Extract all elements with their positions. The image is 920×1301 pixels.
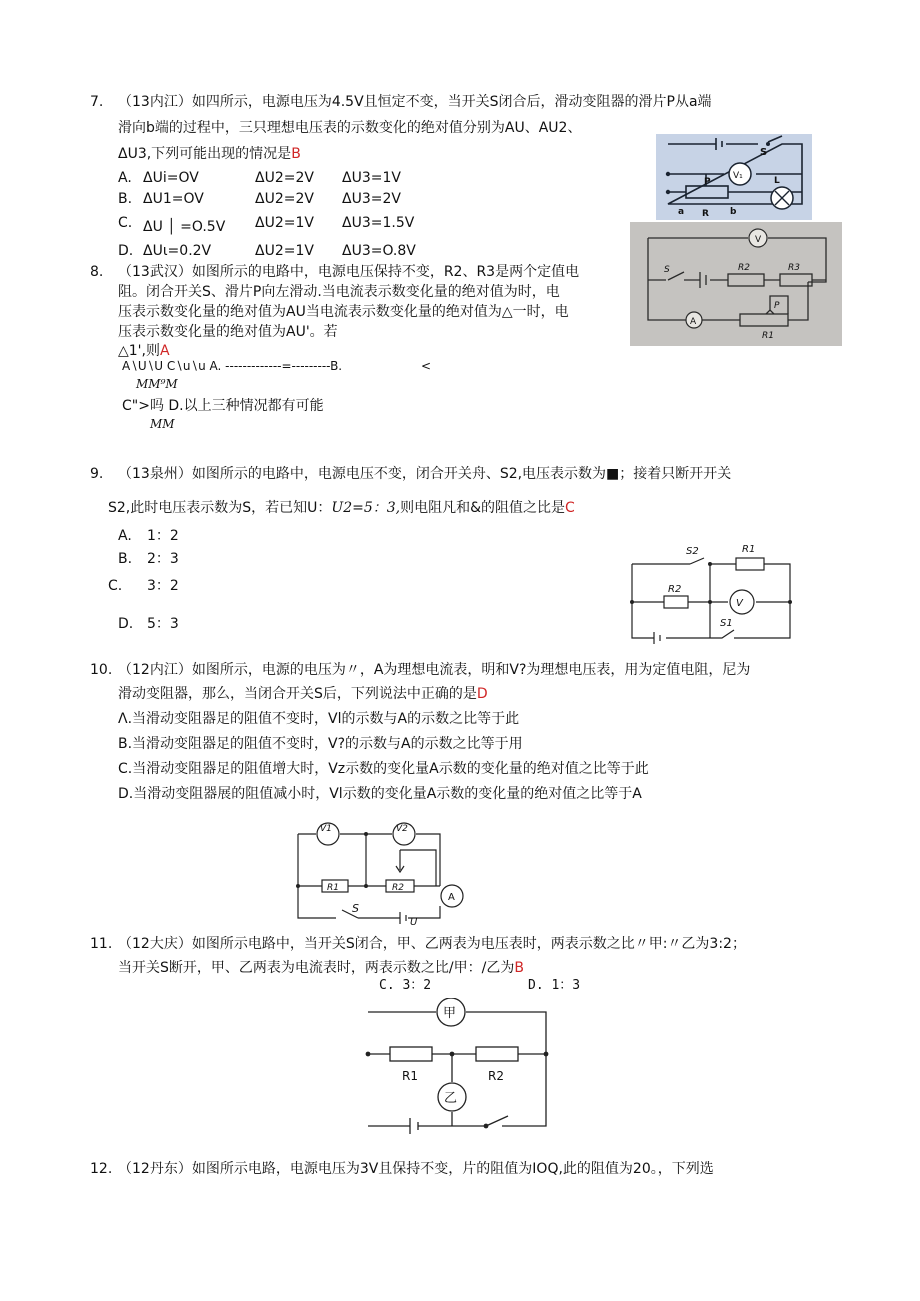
q10-fig-r2-label: R2	[392, 883, 404, 893]
q10-option-c: C.当滑动变阻器足的阻值增大时，Vz示数的变化量A示数的变化量的绝对值之比等于此	[118, 761, 649, 777]
q11-fig-jia-label: 甲	[443, 1006, 457, 1021]
q9-stem-line2-part2: U2=5：3,	[331, 500, 401, 516]
q8-garbled-line7: MM⁹M	[136, 377, 178, 391]
q7-stem-line2: 滑向b端的过程中，三只理想电压表的示数变化的绝对值分别为AU、AU2、	[118, 120, 582, 136]
q12-stem-line1: （12丹东）如图所示电路，电源电压为3V且保持不变，片的阻值为IOQ,此的阻值为20。，下列选	[118, 1161, 714, 1177]
q11-answer: B	[514, 960, 524, 976]
q8-circuit-figure	[630, 222, 842, 346]
q7-option-c-c1: ΔU │ =O.5V	[143, 219, 226, 235]
q11-option-c: C. 3：2	[379, 978, 432, 993]
q11-stem-line1: （12大庆）如图所示电路中，当开关S闭合，甲、乙两表为电压表时，两表示数之比〃甲:〃乙为3:2；	[118, 936, 746, 952]
q11-fig-r2-label: R2	[488, 1069, 504, 1083]
q7-option-c-c2: ΔU2=1V	[255, 215, 314, 231]
q7-option-a-c3: ΔU3=1V	[342, 170, 401, 186]
q8-answer: A	[159, 343, 170, 359]
q7-option-a-c2: ΔU2=2V	[255, 170, 314, 186]
q11-number: 11.	[90, 936, 113, 952]
q7-answer: B	[291, 146, 301, 162]
q10-fig-v1-label: V1	[320, 824, 332, 834]
q7-stem-line3	[118, 144, 301, 164]
q10-option-a: Λ.当滑动变阻器足的阻值不变时，Vl的示数与A的示数之比等于此	[118, 711, 520, 727]
q7-option-a-c1: ΔUi=OV	[143, 170, 199, 186]
q8-fig-r1-label: R1	[762, 331, 774, 341]
q10-stem-line1: （12内江）如图所示，电源的电压为〃，A为理想电流表，明和V?为理想电压表，用为定值电阻，尼为	[118, 662, 751, 678]
q7-option-d-c1: ΔUι=0.2V	[143, 243, 212, 259]
q11-stem-line2-text: 当开关S断开，甲、乙两表为电流表时，两表示数之比/甲：/乙为	[118, 960, 515, 976]
q8-stem-line3: 压表示数变化量的绝对值为AU当电流表示数变化量的绝对值为△一时，电	[118, 304, 569, 320]
q9-stem-line2-part3: 则电阻凡和&的阻值之比是	[400, 500, 566, 516]
q12-number: 12.	[90, 1161, 113, 1177]
q7-option-c-label: C.	[118, 215, 133, 231]
q9-stem-line2	[108, 498, 575, 518]
q7-option-b-c2: ΔU2=2V	[255, 191, 314, 207]
q10-circuit-figure	[292, 814, 464, 926]
q8-fig-r2-label: R2	[738, 263, 750, 273]
q7-fig-b-label: b	[730, 207, 737, 217]
q7-option-b-label: B.	[118, 191, 133, 207]
q10-fig-r1-label: R1	[327, 883, 339, 893]
q8-fig-r3-label: R3	[788, 263, 800, 273]
q7-fig-v-label: V₁	[733, 171, 743, 181]
q9-option-c-text: 3：2	[147, 578, 179, 594]
q9-fig-s1-label: S1	[720, 618, 733, 629]
q9-option-b-text: 2：3	[147, 551, 179, 567]
q7-option-d-label: D.	[118, 243, 134, 259]
q7-circuit-figure	[656, 134, 812, 220]
q9-option-c-label: C.	[108, 578, 123, 594]
q11-fig-yi-label: 乙	[444, 1091, 458, 1106]
q8-fig-s-label: S	[664, 265, 670, 275]
q9-answer: C	[565, 500, 575, 516]
q7-option-c-c3: ΔU3=1.5V	[342, 215, 415, 231]
q9-option-a-label: A.	[118, 528, 132, 544]
q9-fig-r1-label: R1	[742, 544, 756, 555]
q10-fig-u-label: U	[410, 917, 418, 926]
q10-answer: D	[476, 686, 488, 702]
q9-stem-line1: （13泉州）如图所示的电路中，电源电压不变，闭合开关舟、S2,电压表示数为■；接着只断开开关	[118, 466, 732, 482]
q9-option-d-text: 5：3	[147, 616, 179, 632]
q8-stem-line5-text: △1',则	[118, 343, 160, 359]
q11-fig-r1-label: R1	[402, 1069, 418, 1083]
q10-fig-v2-label: V2	[396, 824, 408, 834]
q8-fig-v-label: V	[755, 235, 762, 245]
q8-number: 8.	[90, 264, 104, 280]
q8-garbled-line6b: <	[421, 359, 432, 373]
q7-option-d-c3: ΔU3=O.8V	[342, 243, 416, 259]
q7-fig-r-label: R	[702, 209, 709, 219]
q10-option-b: B.当滑动变阻器足的阻值不变时，V?的示数与A的示数之比等于用	[118, 736, 523, 752]
q9-option-d-label: D.	[118, 616, 134, 632]
q11-circuit-figure	[362, 998, 552, 1140]
q10-fig-a-label: A	[448, 892, 455, 903]
q11-stem-line2	[118, 958, 524, 978]
q7-option-d-c2: ΔU2=1V	[255, 243, 314, 259]
q9-circuit-figure	[626, 538, 798, 646]
q8-garbled-line6: A∖U∖U C∖u∖u A. -------------=---------B.	[122, 359, 343, 373]
q7-option-b-c3: ΔU3=2V	[342, 191, 401, 207]
q8-garbled-line9: MM	[150, 417, 175, 431]
q8-stem-line2: 阻。闭合开关S、滑片P向左滑动.当电流表示数变化量的绝对值为时，电	[118, 284, 560, 300]
q8-option-cd: C">吗 D.以上三种情况都有可能	[122, 398, 324, 414]
q7-fig-s-label: S	[760, 147, 768, 158]
q8-fig-a-label: A	[690, 317, 697, 327]
q7-fig-a-label: a	[678, 207, 685, 217]
q9-option-a-text: 1：2	[147, 528, 179, 544]
q10-stem-line2-text: 滑动变阻器，那么，当闭合开关S后，下列说法中正确的是	[118, 686, 477, 702]
q11-option-d: D. 1：3	[528, 978, 581, 993]
q10-stem-line2	[118, 684, 488, 704]
q7-option-a-label: A.	[118, 170, 132, 186]
q10-fig-s-label: S	[352, 902, 359, 915]
q8-stem-line4: 压表示数变化量的绝对值为AU'。若	[118, 324, 338, 340]
q8-stem-line1: （13武汉）如图所示的电路中，电源电压保持不变，R2、R3是两个定值电	[118, 264, 580, 280]
q9-fig-s2-label: S2	[686, 546, 699, 557]
q7-stem-line3-text: ΔU3,下列可能出现的情况是	[118, 146, 292, 162]
q10-number: 10.	[90, 662, 113, 678]
q7-stem-line1: （13内江）如四所示，电源电压为4.5V且恒定不变，当开关S闭合后，滑动变阻器的滑片P从a端	[118, 94, 712, 110]
q7-fig-l-label: L	[774, 176, 780, 186]
q10-option-d: D.当滑动变阻器展的阻值减小时，Vl示数的变化量A示数的变化量的绝对值之比等于A	[118, 786, 642, 802]
q7-number: 7.	[90, 94, 104, 110]
q9-fig-r2-label: R2	[668, 584, 682, 595]
q8-fig-p-label: P	[774, 301, 780, 311]
q9-fig-v-label: V	[736, 598, 743, 609]
q9-option-b-label: B.	[118, 551, 133, 567]
q9-stem-line2-part1: S2,此时电压表示数为S，若已知U：	[108, 500, 332, 516]
q7-option-b-c1: ΔU1=OV	[143, 191, 204, 207]
q9-number: 9.	[90, 466, 104, 482]
q7-fig-p-label: P	[704, 177, 711, 187]
